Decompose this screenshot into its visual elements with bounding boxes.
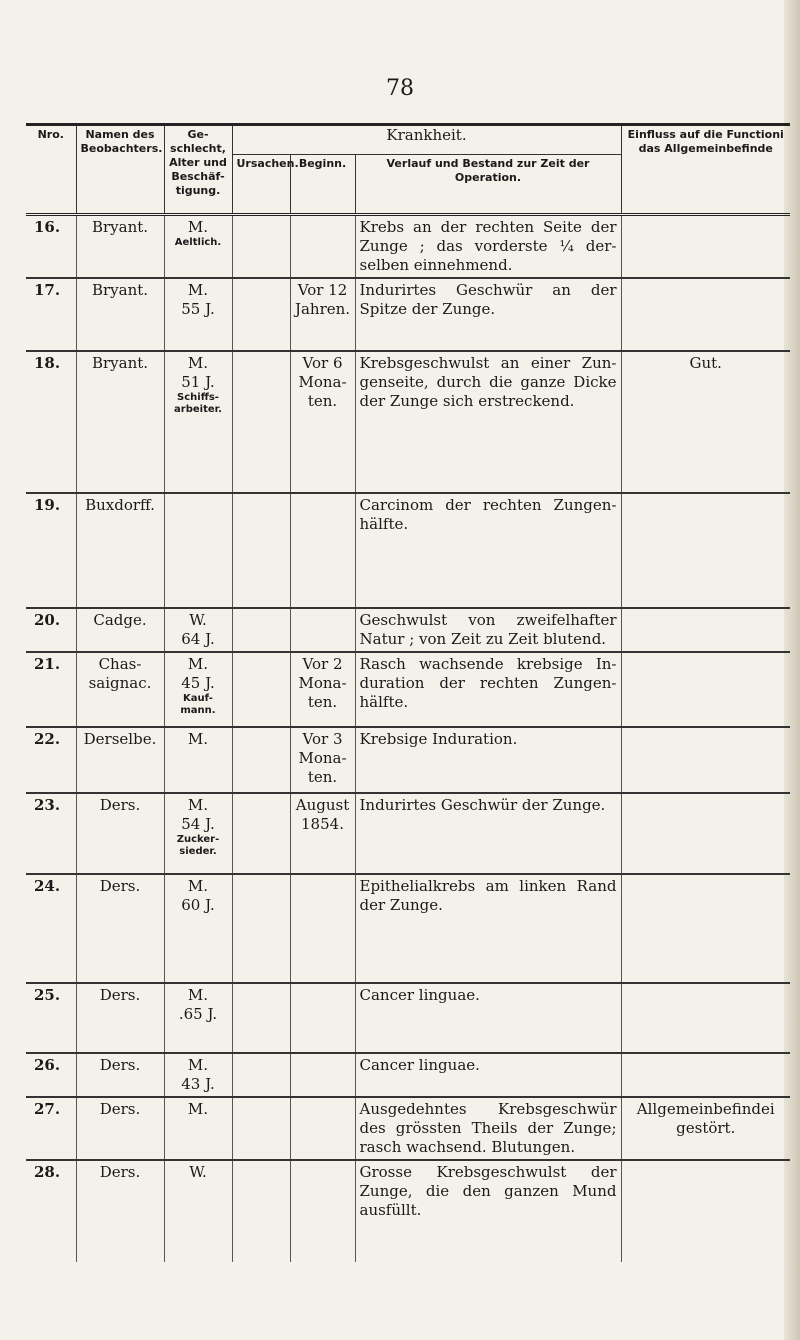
cell-einfluss — [621, 727, 790, 793]
table-row — [26, 1053, 790, 1097]
cell-beginn — [290, 1160, 355, 1262]
cell-geschlecht — [164, 608, 232, 652]
age-text: 60 J. — [181, 896, 215, 914]
cell-ursachen — [232, 793, 290, 874]
sex-text: M. — [187, 1056, 209, 1074]
cell-verlauf: Cancer linguae. — [355, 1053, 621, 1097]
cell-name: Cadge. — [76, 608, 164, 652]
occupation-text: Aeltlich. — [174, 237, 222, 248]
header-beginn: Beginn. — [290, 155, 355, 215]
header-verlauf: Verlauf und Bestand zur Zeit der Operation. — [355, 155, 621, 215]
cell-ursachen — [232, 351, 290, 493]
cell-ursachen — [232, 493, 290, 608]
header-krankheit: Krankheit. — [232, 125, 621, 155]
header-geschlecht: Ge- schlecht, Alter und Beschäf- tigung. — [164, 125, 232, 215]
cell-name: Ders. — [76, 983, 164, 1053]
header-namen: Namen des Beobachters. — [76, 125, 164, 215]
cell-einfluss — [621, 493, 790, 608]
cell-ursachen — [232, 278, 290, 351]
cell-nro: 23. — [34, 796, 61, 814]
cell-verlauf: Ausgedehntes Krebsgeschwür des grössten Theils der Zunge; rasch wachsend. Blutungen. — [355, 1097, 621, 1160]
cell-einfluss — [621, 652, 790, 727]
age-text: 55 J. — [181, 300, 215, 318]
cell-beginn: August 1854. — [290, 793, 355, 874]
cell-einfluss — [621, 608, 790, 652]
occupation-text: Zucker- sieder. — [176, 834, 220, 857]
cell-name: Ders. — [76, 1160, 164, 1262]
cell-verlauf: Rasch wachsende krebsige In- duration der rechten Zungen- hälfte. — [355, 652, 621, 727]
cell-beginn — [290, 983, 355, 1053]
age-text: 54 J. — [181, 815, 215, 833]
cell-ursachen — [232, 608, 290, 652]
cell-name: Buxdorff. — [76, 493, 164, 608]
sex-text: M. — [187, 877, 209, 895]
cell-nro: 26. — [34, 1056, 61, 1074]
cell-einfluss: Allgemeinbefindei gestört. — [621, 1097, 790, 1160]
cell-einfluss — [621, 874, 790, 983]
cell-einfluss — [621, 1053, 790, 1097]
cell-verlauf: Indurirtes Geschwür an der Spitze der Zunge. — [355, 278, 621, 351]
age-text: 43 J. — [181, 1075, 215, 1093]
age-text: 51 J. — [181, 373, 215, 391]
table-row — [26, 652, 790, 727]
cell-geschlecht — [164, 793, 232, 874]
cell-ursachen — [232, 874, 290, 983]
cell-nro: 21. — [34, 655, 61, 673]
cell-name: Bryant. — [76, 278, 164, 351]
cell-beginn — [290, 608, 355, 652]
header-ursachen: Ursachen. — [232, 155, 290, 215]
cell-name: Chas- saignac. — [76, 652, 164, 727]
cell-ursachen — [232, 983, 290, 1053]
cell-verlauf: Geschwulst von zweifelhafter Natur ; von Zeit zu Zeit blutend. — [355, 608, 621, 652]
case-table — [26, 123, 790, 1262]
cell-geschlecht — [164, 983, 232, 1053]
cell-name: Bryant. — [76, 351, 164, 493]
table-row — [26, 608, 790, 652]
cell-geschlecht — [164, 278, 232, 351]
cell-verlauf: Krebs an der rechten Seite der Zunge ; das vorderste ¼ der- selben einnehmend. — [355, 215, 621, 279]
cell-beginn: Vor 12 Jahren. — [290, 278, 355, 351]
cell-name: Ders. — [76, 793, 164, 874]
cell-beginn: Vor 2 Mona- ten. — [290, 652, 355, 727]
cell-geschlecht — [164, 652, 232, 727]
cell-ursachen — [232, 1053, 290, 1097]
cell-nro: 28. — [34, 1163, 61, 1181]
cell-geschlecht — [164, 874, 232, 983]
cell-nro: 19. — [34, 496, 61, 514]
cell-ursachen — [232, 652, 290, 727]
cell-beginn: Vor 6 Mona- ten. — [290, 351, 355, 493]
age-text: .65 J. — [178, 1005, 218, 1023]
sex-text: M. — [187, 986, 209, 1004]
cell-nro: 22. — [34, 730, 61, 748]
cell-nro: 27. — [34, 1100, 61, 1118]
cell-name: Ders. — [76, 1097, 164, 1160]
cell-beginn — [290, 215, 355, 279]
cell-geschlecht — [164, 215, 232, 279]
page-number: 78 — [386, 76, 414, 101]
table-row — [26, 1160, 790, 1262]
table-row — [26, 983, 790, 1053]
sex-text: M. — [187, 218, 209, 236]
cell-einfluss — [621, 983, 790, 1053]
sex-text: M. — [187, 655, 209, 673]
sex-text: M. — [187, 281, 209, 299]
header-nro: Nro. — [26, 125, 76, 215]
table-row — [26, 493, 790, 608]
cell-nro: 25. — [34, 986, 61, 1004]
cell-verlauf: Krebsige Induration. — [355, 727, 621, 793]
cell-name: Ders. — [76, 874, 164, 983]
cell-name: Bryant. — [76, 215, 164, 279]
sex-text: M. — [187, 354, 209, 372]
cell-ursachen — [232, 1160, 290, 1262]
header-einfluss: Einfluss auf die Functioni das Allgemeinbefinde — [621, 125, 790, 215]
table-row — [26, 215, 790, 279]
cell-geschlecht — [164, 727, 232, 793]
table-row — [26, 1097, 790, 1160]
sex-text: W. — [189, 1163, 207, 1181]
table-row — [26, 351, 790, 493]
cell-einfluss: Gut. — [621, 351, 790, 493]
cell-name: Ders. — [76, 1053, 164, 1097]
occupation-text: Kauf- mann. — [180, 693, 216, 716]
cell-geschlecht — [164, 493, 232, 608]
cell-ursachen — [232, 727, 290, 793]
cell-nro: 17. — [34, 281, 61, 299]
cell-beginn — [290, 1053, 355, 1097]
cell-verlauf: Cancer linguae. — [355, 983, 621, 1053]
age-text: 45 J. — [181, 674, 215, 692]
cell-einfluss — [621, 215, 790, 279]
sex-text: M. — [187, 730, 209, 748]
cell-beginn — [290, 493, 355, 608]
cell-nro: 16. — [34, 218, 61, 236]
cell-geschlecht — [164, 1097, 232, 1160]
cell-geschlecht — [164, 351, 232, 493]
cell-verlauf: Epithelialkrebs am linken Rand der Zunge. — [355, 874, 621, 983]
table-row — [26, 278, 790, 351]
table-row — [26, 727, 790, 793]
cell-beginn — [290, 874, 355, 983]
table-row — [26, 793, 790, 874]
cell-geschlecht — [164, 1053, 232, 1097]
cell-beginn — [290, 1097, 355, 1160]
table-body — [26, 215, 790, 1263]
cell-beginn: Vor 3 Mona- ten. — [290, 727, 355, 793]
cell-geschlecht — [164, 1160, 232, 1262]
table-row — [26, 874, 790, 983]
cell-einfluss — [621, 278, 790, 351]
sex-text: M. — [187, 1100, 209, 1118]
cell-nro: 20. — [34, 611, 61, 629]
cell-name: Derselbe. — [76, 727, 164, 793]
cell-verlauf: Krebsgeschwulst an einer Zun- genseite, durch die ganze Dicke der Zunge sich erstreckend. — [355, 351, 621, 493]
cell-einfluss — [621, 793, 790, 874]
occupation-text: Schiffs- arbeiter. — [174, 392, 222, 415]
sex-text: W. — [189, 611, 207, 629]
cell-ursachen — [232, 215, 290, 279]
cell-einfluss — [621, 1160, 790, 1262]
cell-nro: 24. — [34, 877, 61, 895]
cell-verlauf: Carcinom der rechten Zungen- hälfte. — [355, 493, 621, 608]
age-text: 64 J. — [181, 630, 215, 648]
cell-ursachen — [232, 1097, 290, 1160]
cell-verlauf: Indurirtes Geschwür der Zunge. — [355, 793, 621, 874]
sex-text: M. — [187, 796, 209, 814]
cell-verlauf: Grosse Krebsgeschwulst der Zunge, die den ganzen Mund ausfüllt. — [355, 1160, 621, 1262]
cell-nro: 18. — [34, 354, 61, 372]
